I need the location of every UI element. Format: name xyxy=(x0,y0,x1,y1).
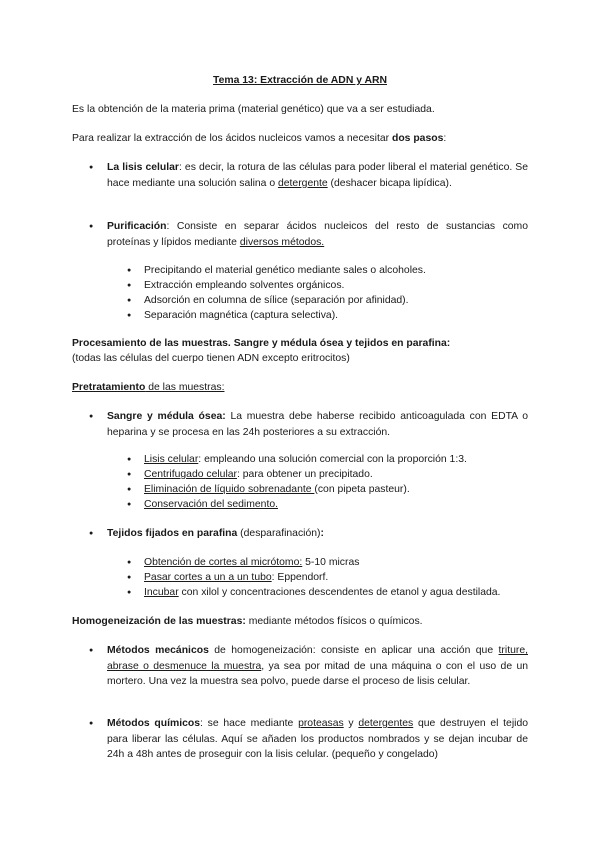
homogeneizacion-bold: Homogeneización de las muestras: xyxy=(72,616,246,627)
list-item xyxy=(144,452,528,468)
purificacion-bold: Purificación xyxy=(107,221,167,232)
pretratamiento-heading xyxy=(72,380,528,396)
quimicos-bold: Métodos químicos xyxy=(107,718,201,729)
intro-paragraph: Es la obtención de la materia prima (material genético) que va a ser estudiada. xyxy=(72,104,435,115)
item-underline: Centrifugado celular xyxy=(144,469,237,480)
mecanicos-text-end: , ya sea por mitad de una máquina o con el uso de un mortero. Una vez la muestra sea polvo, puede darse el proceso de lisis celular. xyxy=(107,660,528,687)
list-item xyxy=(144,570,528,586)
list-item xyxy=(144,555,528,571)
quimicos-underline-2: detergentes xyxy=(358,718,414,729)
bullet-mecanicos xyxy=(107,643,528,690)
list-item xyxy=(144,497,528,513)
tejidos-text: (desparafinación) xyxy=(237,528,321,539)
mecanicos-text: de homogeneización: consiste en aplicar una acción que xyxy=(208,645,499,656)
item-underline: Obtención de cortes al micrótomo: xyxy=(144,557,303,568)
list-item: ● Extracción empleando solventes orgánicos. xyxy=(144,278,528,294)
list-item xyxy=(144,482,528,498)
list-item xyxy=(144,585,528,601)
homogeneizacion-heading xyxy=(72,614,528,630)
list-item: ● Adsorción en columna de sílice (separación por afinidad). xyxy=(144,293,528,309)
tejidos-end: : xyxy=(320,528,324,539)
lisis-bold: La lisis celular xyxy=(107,162,179,173)
sangre-bold: Sangre y médula ósea: xyxy=(107,411,226,422)
steps-intro-end: : xyxy=(443,133,447,144)
item-text: : Eppendorf. xyxy=(271,572,329,583)
quimicos-underline-1: proteasas xyxy=(298,718,344,729)
bullet-quimicos xyxy=(107,716,528,763)
bullet-lisis xyxy=(107,160,528,191)
bullet-tejidos xyxy=(107,526,528,542)
mecanicos-bold: Métodos mecánicos xyxy=(107,645,209,656)
quimicos-text: : se hace mediante xyxy=(200,718,299,729)
quimicos-text-end: que destruyen el tejido para liberar las células. Aquí se añaden los productos nombrados y se dejan incubar de 24h a 48h antes de proseguir con la lisis celular. (pequeño y congelado) xyxy=(107,718,528,760)
item-underline: Conservación del sedimento. xyxy=(144,499,278,510)
item-text: : empleando una solución comercial con la proporción 1:3. xyxy=(198,454,467,465)
item-underline: Pasar cortes a un a un tubo xyxy=(144,572,272,583)
procesamiento-note: (todas las células del cuerpo tienen ADN excepto eritrocitos) xyxy=(72,353,350,364)
item-underline: Eliminación de líquido sobrenadante xyxy=(144,484,315,495)
purificacion-underline: diversos métodos. xyxy=(239,236,325,248)
list-item xyxy=(144,467,528,483)
item-underline: Lisis celular xyxy=(144,454,199,465)
sangre-text: La muestra debe haberse recibido anticoagulada con EDTA o heparina y se procesa en las 24h posteriores a su extracción. xyxy=(107,411,529,438)
steps-intro xyxy=(72,131,528,147)
bullet-purificacion xyxy=(107,219,528,250)
bullet-sangre xyxy=(107,409,528,440)
item-text: 5-10 micras xyxy=(302,557,360,568)
procesamiento-heading: Procesamiento de las muestras. Sangre y médula ósea y tejidos en parafina: xyxy=(72,338,451,349)
mecanicos-underline: triture, abrase o desmenuce la muestra xyxy=(107,645,528,672)
list-item: ● Separación magnética (captura selectiva). xyxy=(144,308,528,324)
item-text: (con pipeta pasteur). xyxy=(314,484,410,495)
steps-intro-bold: dos pasos xyxy=(391,133,444,144)
item-underline: Incubar xyxy=(144,587,179,598)
purificacion-text: : Consiste en separar ácidos nucleicos del resto de sustancias como proteínas y lípidos mediante xyxy=(107,221,528,248)
page-title: Tema 13: Extracción de ADN y ARN xyxy=(213,75,387,86)
lisis-text: : es decir, la rotura de las células para poder liberal el material genético. Se hace mediante una solución salina o xyxy=(107,162,529,189)
tejidos-bold: Tejidos fijados en parafina xyxy=(107,528,238,539)
lisis-text-end: (deshacer bicapa lipídica). xyxy=(327,177,452,189)
quimicos-mid: y xyxy=(343,718,359,729)
item-text: : para obtener un precipitado. xyxy=(237,469,373,480)
homogeneizacion-text: mediante métodos físicos o químicos. xyxy=(245,616,423,627)
pretratamiento-bold: Pretratamiento xyxy=(72,382,146,393)
pretratamiento-text: de las muestras: xyxy=(145,382,225,393)
steps-intro-text: Para realizar la extracción de los ácidos nucleicos vamos a necesitar xyxy=(72,133,392,144)
lisis-underline: detergente xyxy=(277,177,328,189)
list-item: ● Precipitando el material genético mediante sales o alcoholes. xyxy=(144,263,528,279)
item-text: con xilol y concentraciones descendentes de etanol y agua destilada. xyxy=(178,587,501,598)
